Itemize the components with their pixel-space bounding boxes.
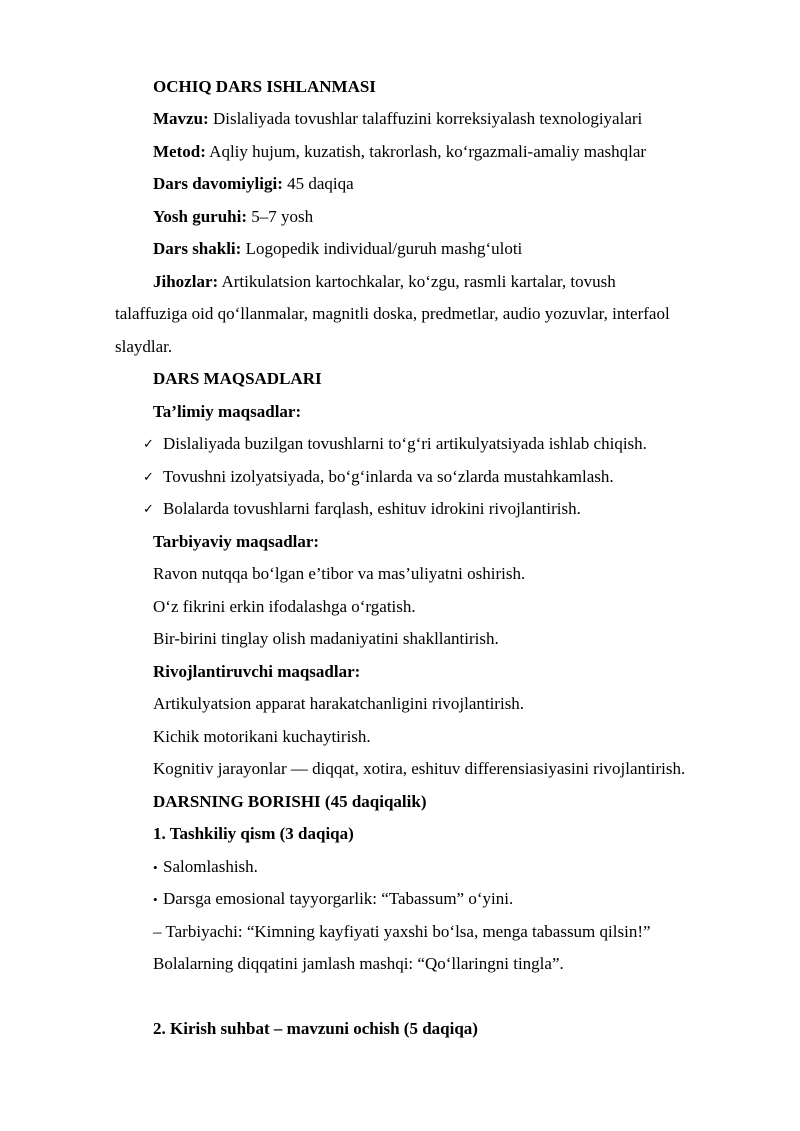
rivojlantiruvchi-item: Kognitiv jarayonlar — diqqat, xotira, eshituv differensiasiyasini rivojlantirish. bbox=[153, 759, 686, 778]
jihozlar-continuation-end: slaydlar. bbox=[115, 337, 173, 356]
section1-heading: 1. Tashkiliy qism (3 daqiqa) bbox=[153, 824, 354, 843]
tarbiyaviy-item: Bir-birini tinglay olish madaniyatini shakllantirish. bbox=[153, 629, 499, 648]
tarbiyaviy-heading: Tarbiyaviy maqsadlar: bbox=[153, 532, 320, 551]
rivojlantiruvchi-item: Kichik motorikani kuchaytirish. bbox=[153, 727, 371, 746]
mavzu-value: Dislaliyada tovushlar talaffuzini korreksiyalash texnologiyalari bbox=[208, 109, 643, 128]
metod-value: Aqliy hujum, kuzatish, takrorlash, ko‘rgazmali-amaliy mashqlar bbox=[205, 142, 647, 161]
bullet-icon: • bbox=[153, 860, 158, 875]
section1-quote: – Tarbiyachi: “Kimning kayfiyati yaxshi bo‘lsa, menga tabassum qilsin!” bbox=[153, 922, 651, 941]
bullet-text: Salomlashish. bbox=[163, 857, 258, 876]
checkmark-icon: ✓ bbox=[143, 501, 154, 516]
talimiy-item: Dislaliyada buzilgan tovushlarni to‘g‘ri artikulyatsiyada ishlab chiqish. bbox=[163, 434, 647, 453]
metod-line bbox=[153, 140, 646, 164]
rivojlantiruvchi-heading: Rivojlantiruvchi maqsadlar: bbox=[153, 662, 361, 681]
talimiy-item: Tovushni izolyatsiyada, bo‘g‘inlarda va so‘zlarda mustahkamlash. bbox=[163, 467, 614, 486]
shakl-value: Logopedik individual/guruh mashg‘uloti bbox=[241, 239, 523, 258]
mavzu-label: Mavzu: bbox=[153, 109, 209, 128]
maqsadlar-heading: DARS MAQSADLARI bbox=[153, 369, 322, 388]
davomiylik-label: Dars davomiyligi: bbox=[153, 174, 283, 193]
yosh-value: 5–7 yosh bbox=[247, 207, 314, 226]
section1-bullet-item bbox=[153, 855, 258, 879]
talimiy-heading: Ta’limiy maqsadlar: bbox=[153, 402, 302, 421]
document-title: OCHIQ DARS ISHLANMASI bbox=[153, 77, 376, 96]
section1-exercise: Bolalarning diqqatini jamlash mashqi: “Qo‘llaringni tingla”. bbox=[153, 954, 564, 973]
checkmark-icon: ✓ bbox=[143, 469, 154, 484]
jihozlar-value: Artikulatsion kartochkalar, ko‘zgu, rasmli kartalar, tovush bbox=[218, 272, 616, 291]
shakl-label: Dars shakli: bbox=[153, 239, 242, 258]
yosh-label: Yosh guruhi: bbox=[153, 207, 248, 226]
tarbiyaviy-item: Ravon nutqqa bo‘lgan e’tibor va mas’uliyatni oshirish. bbox=[153, 564, 526, 583]
section2-heading: 2. Kirish suhbat – mavzuni ochish (5 daqiqa) bbox=[153, 1019, 478, 1038]
tarbiyaviy-item: O‘z fikrini erkin ifodalashga o‘rgatish. bbox=[153, 597, 416, 616]
section1-bullet-item bbox=[153, 887, 513, 911]
metod-label: Metod: bbox=[153, 142, 206, 161]
yosh-line bbox=[153, 205, 313, 229]
rivojlantiruvchi-item: Artikulyatsion apparat harakatchanligini rivojlantirish. bbox=[153, 694, 525, 713]
checkmark-icon: ✓ bbox=[143, 436, 154, 451]
talimiy-item: Bolalarda tovushlarni farqlash, eshituv idrokini rivojlantirish. bbox=[163, 499, 581, 518]
davomiylik-line bbox=[153, 172, 354, 196]
jihozlar-continuation: talaffuziga oid qo‘llanmalar, magnitli doska, predmetlar, audio yozuvlar, interfaol bbox=[115, 304, 670, 323]
mavzu-line bbox=[153, 107, 642, 131]
jihozlar-line bbox=[153, 270, 616, 294]
bullet-icon: • bbox=[153, 892, 158, 907]
davomiylik-value: 45 daqiqa bbox=[282, 174, 354, 193]
borishi-heading: DARSNING BORISHI (45 daqiqalik) bbox=[153, 792, 427, 811]
bullet-text: Darsga emosional tayyorgarlik: “Tabassum” o‘yini. bbox=[163, 889, 514, 908]
jihozlar-label: Jihozlar: bbox=[153, 272, 219, 291]
shakl-line bbox=[153, 237, 522, 261]
